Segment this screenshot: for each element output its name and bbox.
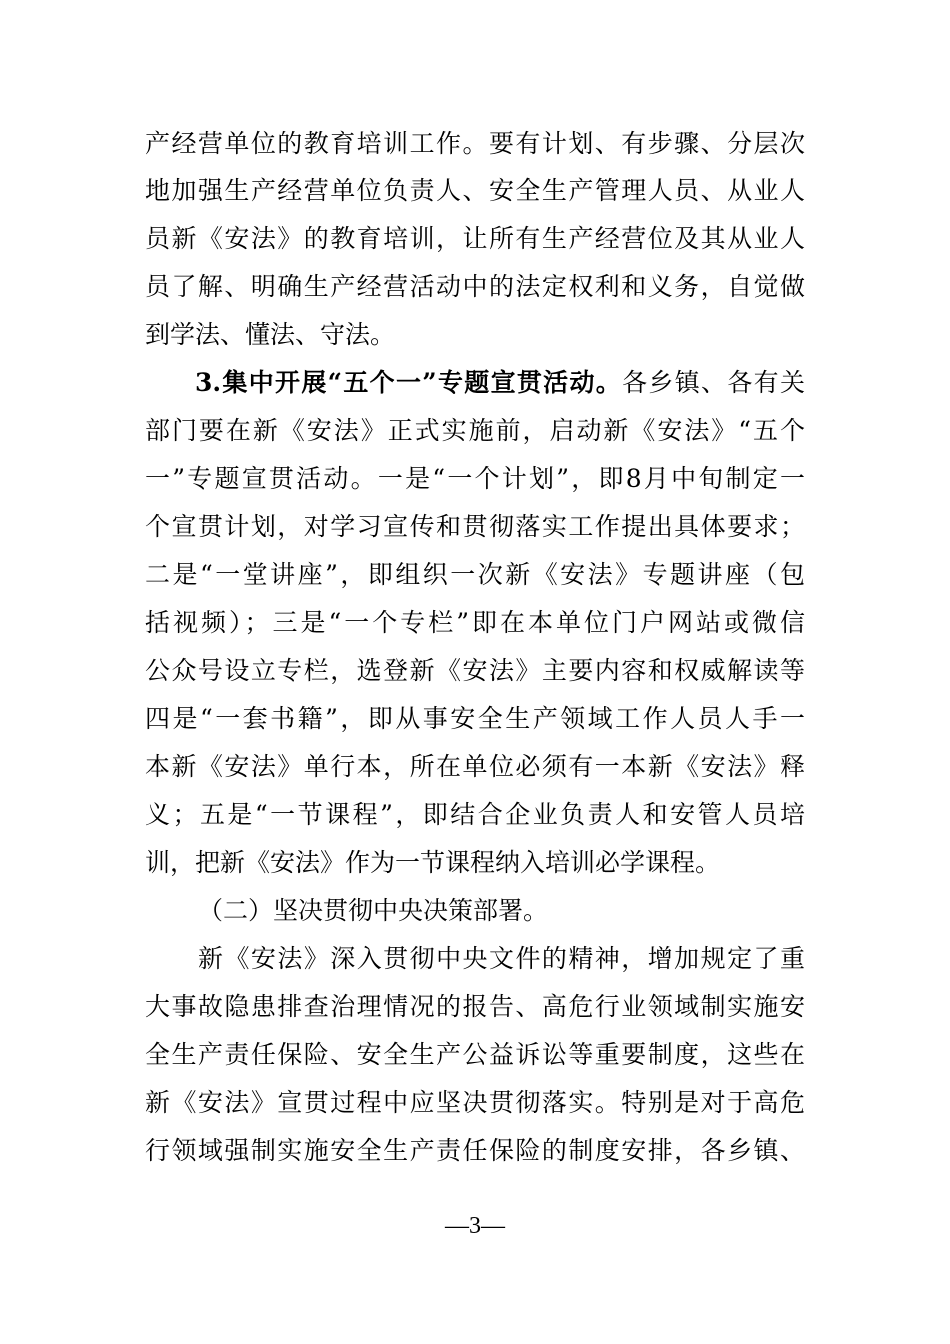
text-line: 员了解、明确生产经营活动中的法定权利和义务，自觉做: [145, 272, 805, 301]
text-line: 到学法、懂法、守法。: [145, 320, 396, 349]
text-line: 个宣贯计划，对学习宣传和贯彻落实工作提出具体要求；: [145, 512, 805, 541]
text-line: 一”专题宣贯活动。一是“一个计划”，即8月中旬制定一: [145, 464, 805, 493]
text-line: 新《安法》宣贯过程中应坚决贯彻落实。特别是对于高危: [145, 1088, 805, 1117]
text-line: 义；五是“一节课程”，即结合企业负责人和安管人员培: [145, 800, 805, 829]
text-line: 公众号设立专栏，选登新《安法》主要内容和权威解读等: [145, 656, 805, 685]
text-line: 大事故隐患排查治理情况的报告、高危行业领域制实施安: [145, 992, 805, 1021]
text-line: [195, 366, 805, 400]
subheading-five-ones: 3.集中开展“五个一”专题宣贯活动。: [195, 368, 623, 397]
text-line: 行领域强制实施安全生产责任保险的制度安排，各乡镇、: [145, 1136, 805, 1165]
page-number: —3—: [445, 1213, 505, 1239]
text-line: 地加强生产经营单位负责人、安全生产管理人员、从业人: [145, 176, 805, 205]
text-line: 本新《安法》单行本，所在单位必须有一本新《安法》释: [145, 752, 805, 781]
text-line: 部门要在新《安法》正式实施前，启动新《安法》“五个: [145, 416, 805, 445]
text-line: 四是“一套书籍”，即从事安全生产领域工作人员人手一: [145, 704, 805, 733]
text-run: 各乡镇、各有关: [622, 368, 805, 397]
section-heading: （二）坚决贯彻中央决策部署。: [198, 896, 549, 925]
text-line: 员新《安法》的教育培训，让所有生产经营位及其从业人: [145, 224, 805, 253]
text-line: 产经营单位的教育培训工作。要有计划、有步骤、分层次: [145, 129, 805, 158]
text-line: 二是“一堂讲座”，即组织一次新《安法》专题讲座（包: [145, 560, 805, 589]
text-line: 括视频）；三是“一个专栏”即在本单位门户网站或微信: [145, 608, 805, 637]
text-line: 新《安法》深入贯彻中央文件的精神，增加规定了重: [198, 944, 805, 973]
text-line: 全生产责任保险、安全生产公益诉讼等重要制度，这些在: [145, 1040, 805, 1069]
text-line: 训，把新《安法》作为一节课程纳入培训必学课程。: [145, 848, 721, 877]
